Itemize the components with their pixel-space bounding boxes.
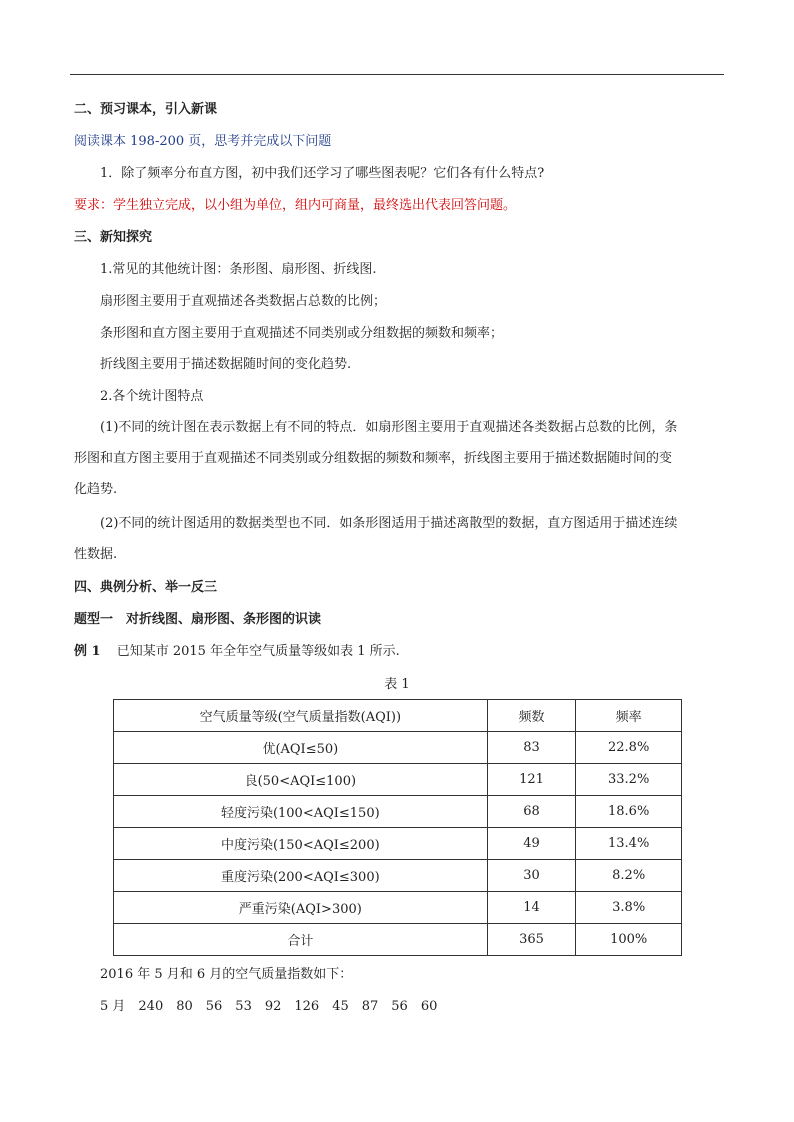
table-cell: 49 xyxy=(487,828,576,860)
table-cell: 121 xyxy=(487,764,576,796)
table-header-cell: 频数 xyxy=(487,700,576,732)
table-cell: 3.8% xyxy=(576,892,682,924)
table-cell: 22.8% xyxy=(576,732,682,764)
table-row xyxy=(114,796,682,828)
table-cell: 重度污染(200<AQI≤300) xyxy=(114,860,488,892)
table-cell: 轻度污染(100<AQI≤150) xyxy=(114,796,488,828)
table-cell: 68 xyxy=(487,796,576,828)
table-cell: 18.6% xyxy=(576,796,682,828)
section4-heading: 四、典例分析、举一反三 xyxy=(74,580,218,595)
table-cell: 严重污染(AQI>300) xyxy=(114,892,488,924)
feature-paragraph-2-line-2: 性数据. xyxy=(74,547,118,562)
bar-chart-text: 条形图和直方图主要用于直观描述不同类别或分组数据的频数和频率； xyxy=(100,326,504,341)
may-aqi-values: 5 月 240 80 56 53 92 126 45 87 56 60 xyxy=(100,999,438,1014)
table-cell: 30 xyxy=(487,860,576,892)
table-header-cell: 频率 xyxy=(576,700,682,732)
table-cell: 良(50<AQI≤100) xyxy=(114,764,488,796)
feature-paragraph-1-line-3: 化趋势. xyxy=(74,482,118,497)
common-charts-text: 1.常见的其他统计图：条形图、扇形图、折线图. xyxy=(100,262,377,277)
table-row xyxy=(114,828,682,860)
pie-chart-text: 扇形图主要用于直观描述各类数据占总数的比例； xyxy=(100,294,387,309)
table-cell: 8.2% xyxy=(576,860,682,892)
section3-heading: 三、新知探究 xyxy=(74,230,153,245)
section2-heading: 二、预习课本，引入新课 xyxy=(74,102,218,117)
line-chart-text: 折线图主要用于描述数据随时间的变化趋势. xyxy=(100,357,352,372)
table-cell: 365 xyxy=(487,924,576,956)
table-cell: 33.2% xyxy=(576,764,682,796)
table-cell: 合计 xyxy=(114,924,488,956)
reading-instruction: 阅读课本 198-200 页，思考并完成以下问题 xyxy=(74,134,332,149)
table-cell: 100% xyxy=(576,924,682,956)
aqi-intro-text: 2016 年 5 月和 6 月的空气质量指数如下： xyxy=(100,967,353,982)
type1-heading: 题型一 对折线图、扇形图、条形图的识读 xyxy=(74,612,322,627)
table-row xyxy=(114,764,682,796)
air-quality-table xyxy=(113,699,682,956)
question-1: 1．除了频率分布直方图，初中我们还学习了哪些图表呢？它们各有什么特点? xyxy=(100,166,545,181)
feature-paragraph-1 xyxy=(74,412,724,505)
requirement-text: 要求：学生独立完成，以小组为单位，组内可商量，最终选出代表回答问题。 xyxy=(74,198,517,213)
feature-paragraph-1-line-2: 形图和直方图主要用于直观描述不同类别或分组数据的频数和频率，折线图主要用于描述数据随时间的变 xyxy=(74,451,673,466)
table-cell: 中度污染(150<AQI≤200) xyxy=(114,828,488,860)
chart-features-heading: 2.各个统计图特点 xyxy=(100,389,204,404)
header-rule xyxy=(70,74,724,75)
table-header-cell: 空气质量等级(空气质量指数(AQI)) xyxy=(114,700,488,732)
table-cell: 14 xyxy=(487,892,576,924)
table-cell: 13.4% xyxy=(576,828,682,860)
table-cell: 83 xyxy=(487,732,576,764)
table-row xyxy=(114,732,682,764)
feature-paragraph-1-line-1: (1)不同的统计图在表示数据上有不同的特点．如扇形图主要用于直观描述各类数据占总数的比例，条 xyxy=(100,420,678,435)
table-row xyxy=(114,924,682,956)
example-1 xyxy=(74,643,400,661)
table-caption: 表 1 xyxy=(384,677,410,692)
example-label: 例 1 xyxy=(74,644,101,659)
table-cell: 优(AQI≤50) xyxy=(114,732,488,764)
table-row xyxy=(114,892,682,924)
table-row xyxy=(114,860,682,892)
feature-paragraph-2-line-1: (2)不同的统计图适用的数据类型也不同．如条形图适用于描述离散型的数据，直方图适用于描述连续 xyxy=(100,516,678,531)
table-header-row xyxy=(114,700,682,732)
feature-paragraph-2 xyxy=(74,508,724,570)
example-text: 已知某市 2015 年全年空气质量等级如表 1 所示. xyxy=(116,644,400,659)
